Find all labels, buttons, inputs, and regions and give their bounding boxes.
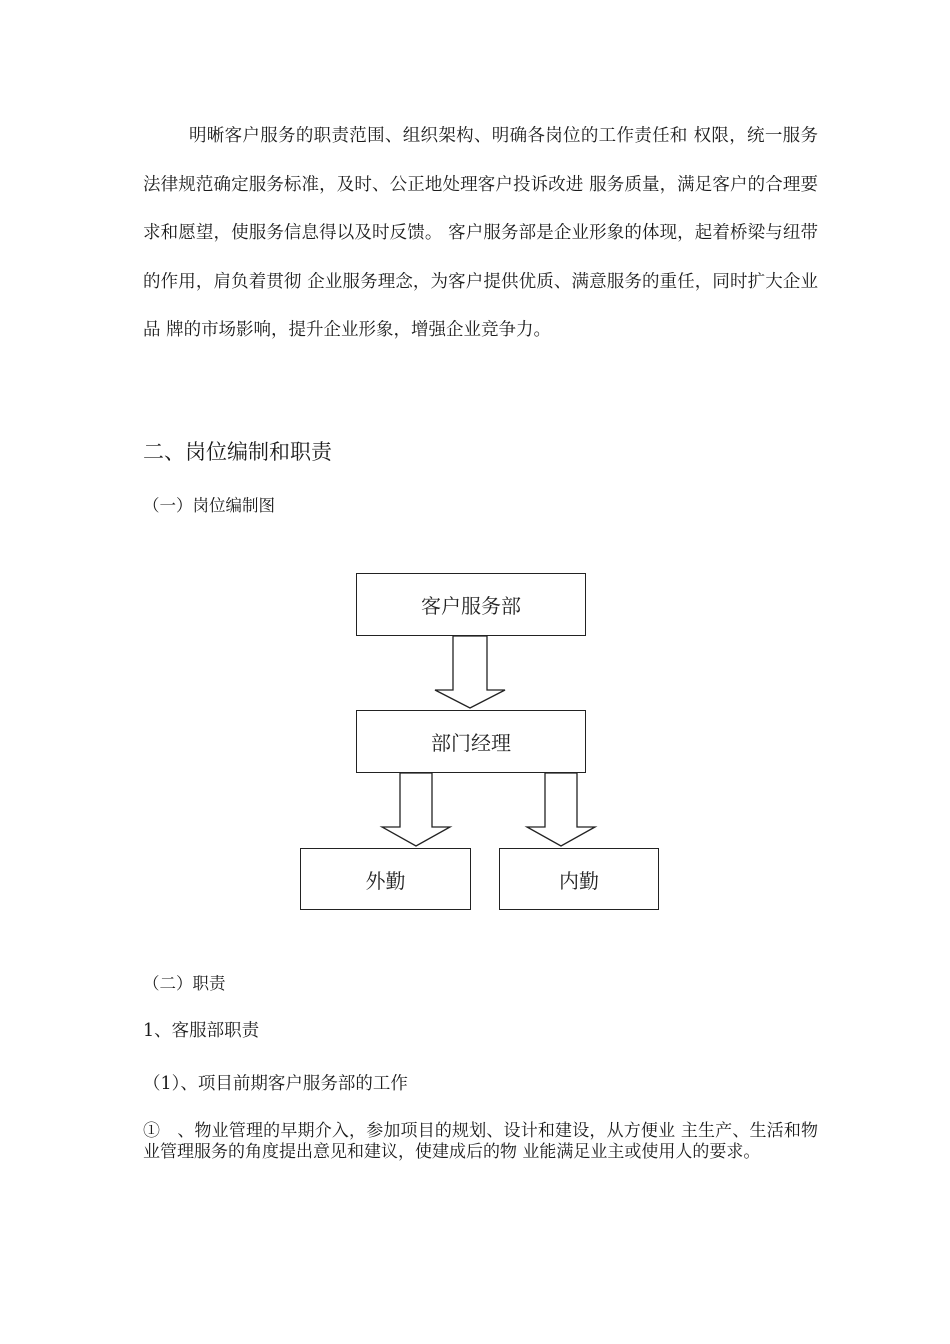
org-box-field-staff: 外勤 <box>300 848 471 910</box>
intro-paragraph: 明晰客户服务的职责范围、组织架构、明确各岗位的工作责任和 权限，统一服务法律规范确定服务标准，及时、公正地处理客户投诉改进 服务质量，满足客户的合理要求和愿望，使服务信息得以及时反馈。 客户服务部是企业形象的体现，起着桥梁与纽带的作用，肩负着贯彻 企业服务理念，为客户提供优质、满意服务的重任，同时扩大企业品 牌的市场影响，提升企业形象，增强企业竞争力。 <box>143 126 818 340</box>
org-box-office-staff: 内勤 <box>499 848 659 910</box>
section-heading: 二、岗位编制和职责 <box>143 440 332 464</box>
org-box-department-manager: 部门经理 <box>356 710 586 773</box>
org-box-customer-service-dept: 客户服务部 <box>356 573 586 636</box>
arrow-down-icon <box>435 636 505 708</box>
sub-heading-duties: （二）职责 <box>143 974 226 993</box>
item-paragraph: ① 、物业管理的早期介入，参加项目的规划、设计和建设，从方便业 主生产、生活和物业管理服务的角度提出意见和建议，使建成后的物 业能满足业主或使用人的要求。 <box>143 1121 818 1162</box>
item-heading: 1、客服部职责 <box>143 1021 260 1041</box>
sub-heading-org-chart: （一）岗位编制图 <box>143 496 275 515</box>
arrow-down-icon <box>382 773 450 846</box>
arrow-down-icon <box>527 773 595 846</box>
sub-item-heading: （1）、项目前期客户服务部的工作 <box>143 1074 408 1094</box>
